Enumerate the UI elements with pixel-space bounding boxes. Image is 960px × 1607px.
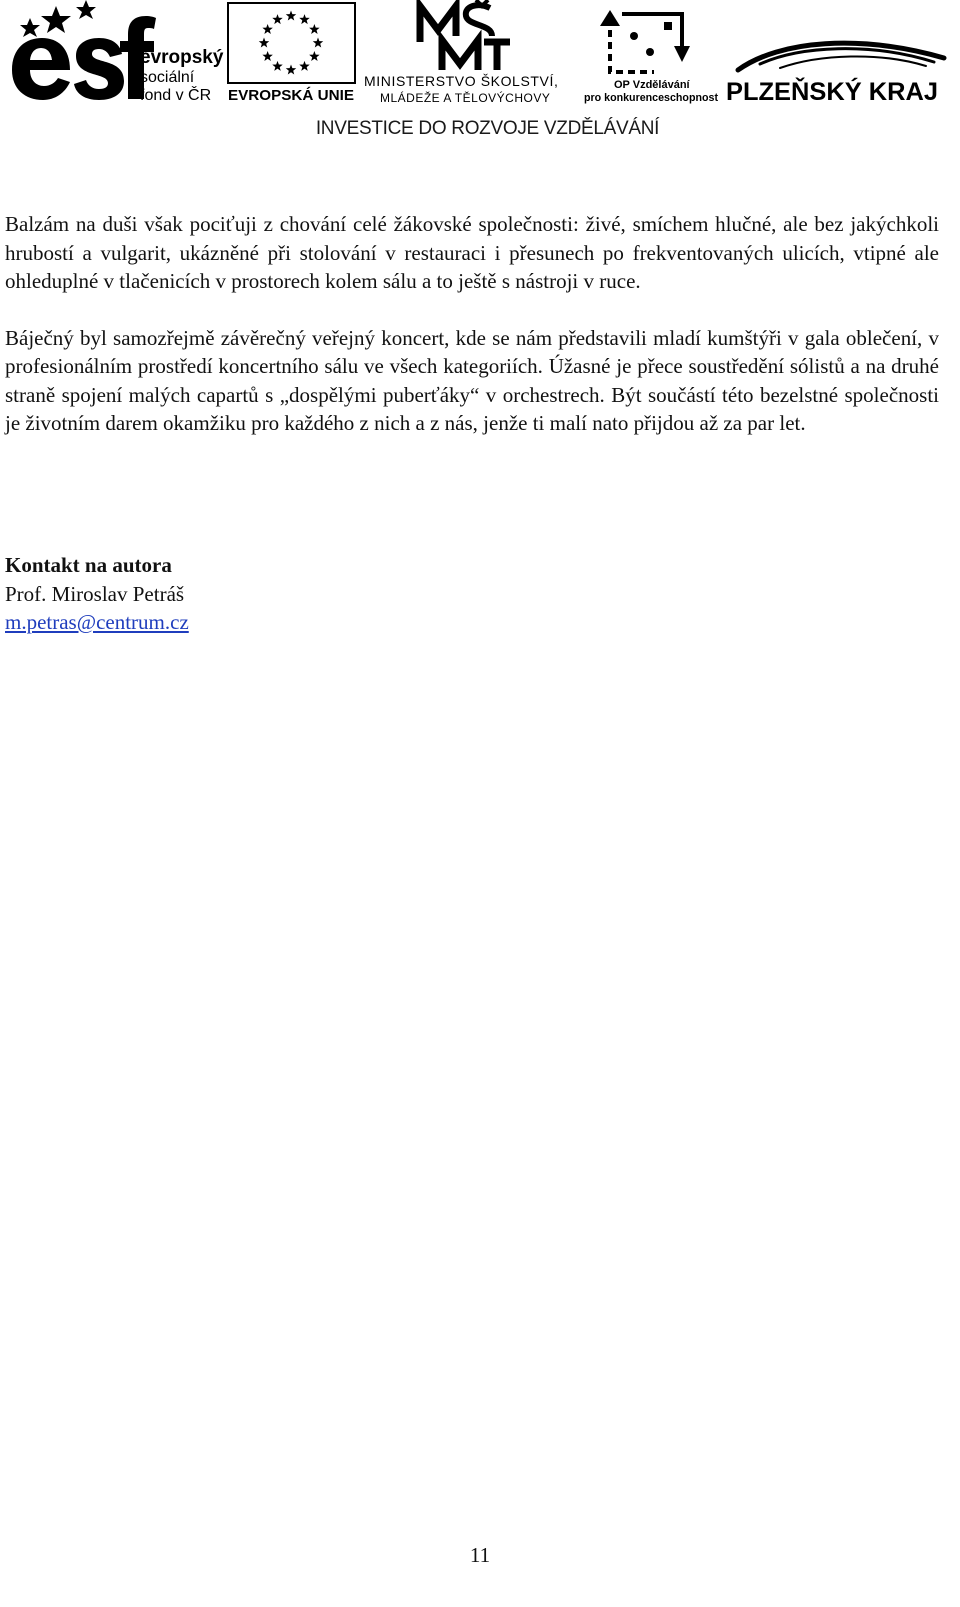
esf-letter-e <box>12 38 70 100</box>
esf-star-icon <box>20 18 40 37</box>
author-contact <box>5 551 705 637</box>
eu-star-icon <box>262 24 272 34</box>
op-line-2: pro konkurenceschopnost <box>584 92 719 104</box>
eu-stars-icon <box>259 11 323 75</box>
esf-star-icon <box>41 6 71 33</box>
msmt-logo <box>360 0 585 105</box>
author-email-link[interactable]: m.petras@centrum.cz <box>5 610 189 634</box>
eu-star-icon <box>313 38 323 48</box>
op-line-1: OP Vzdělávání <box>614 79 690 91</box>
article-body <box>5 210 939 438</box>
eu-logo <box>226 0 361 105</box>
paragraph-1: Balzám na duši však pociťuji z chování celé žákovské společnosti: živé, smíchem hlučné, ale bez jakýchkoli hrubostí a vulgarit, ukázněné při stolování v restauraci i přesunech po frekventovaných ulicích, vtipné ale ohleduplné v tlačenicích v prostorech kolem sálu a to ještě s nástroji v ruce. <box>5 212 939 293</box>
esf-letter-s <box>74 38 124 100</box>
eu-caption: EVROPSKÁ UNIE <box>228 87 354 104</box>
eu-star-icon <box>299 14 309 24</box>
eu-star-icon <box>309 51 319 61</box>
plzensky-kraj-caption: PLZEŇSKÝ KRAJ <box>726 78 935 106</box>
logo-bar <box>8 0 952 112</box>
esf-line-1: evropský <box>140 47 224 68</box>
eu-star-icon <box>286 65 296 75</box>
esf-star-icon <box>76 0 96 19</box>
plzensky-kraj-swoosh-icon <box>738 43 944 70</box>
msmt-logo-graphic <box>360 0 585 105</box>
op-logo <box>584 0 724 105</box>
plzensky-kraj-logo-graphic <box>720 0 952 105</box>
esf-logo <box>8 0 223 105</box>
eu-star-icon <box>272 61 282 71</box>
op-emblem-icon <box>600 10 690 72</box>
header-slogan <box>0 118 960 140</box>
esf-logo-graphic <box>8 0 223 105</box>
contact-heading: Kontakt na autora <box>5 553 172 577</box>
author-name: Prof. Miroslav Petráš <box>5 581 185 606</box>
eu-star-icon <box>262 51 272 61</box>
msmt-line-1: MINISTERSTVO ŠKOLSTVÍ, <box>364 73 559 89</box>
eu-logo-graphic <box>226 0 361 105</box>
esf-line-2: sociální <box>140 69 195 86</box>
eu-star-icon <box>299 61 309 71</box>
esf-line-3: fond v ČR <box>140 87 212 104</box>
eu-star-icon <box>286 11 296 21</box>
op-logo-graphic <box>584 0 724 105</box>
paragraph-2: Báječný byl samozřejmě závěrečný veřejný koncert, kde se nám představili mladí kumštýři v gala oblečení, v profesionálním prostředí koncertního sálu ve všech kategoriích. Úžasné je přece soustředění sólistů a na druhé straně spojení malých capartů s „dospělými puberťáky“ v orchestrech. Být součástí této bezelstné společnosti je životním darem okamžiku pro každého z nich a z nás, jenže ti malí nato přijdou až za par let. <box>5 325 939 435</box>
plzensky-kraj-logo <box>720 0 952 105</box>
msmt-line-2: MLÁDEŽE A TĚLOVÝCHOVY <box>380 91 551 105</box>
eu-star-icon <box>309 24 319 34</box>
eu-star-icon <box>272 14 282 24</box>
header-slogan-text: INVESTICE DO ROZVOJE VZDĚLÁVÁNÍ <box>315 118 660 139</box>
eu-star-icon <box>259 38 269 48</box>
page-number: 11 <box>469 1543 491 1567</box>
msmt-monogram-icon <box>420 5 510 70</box>
